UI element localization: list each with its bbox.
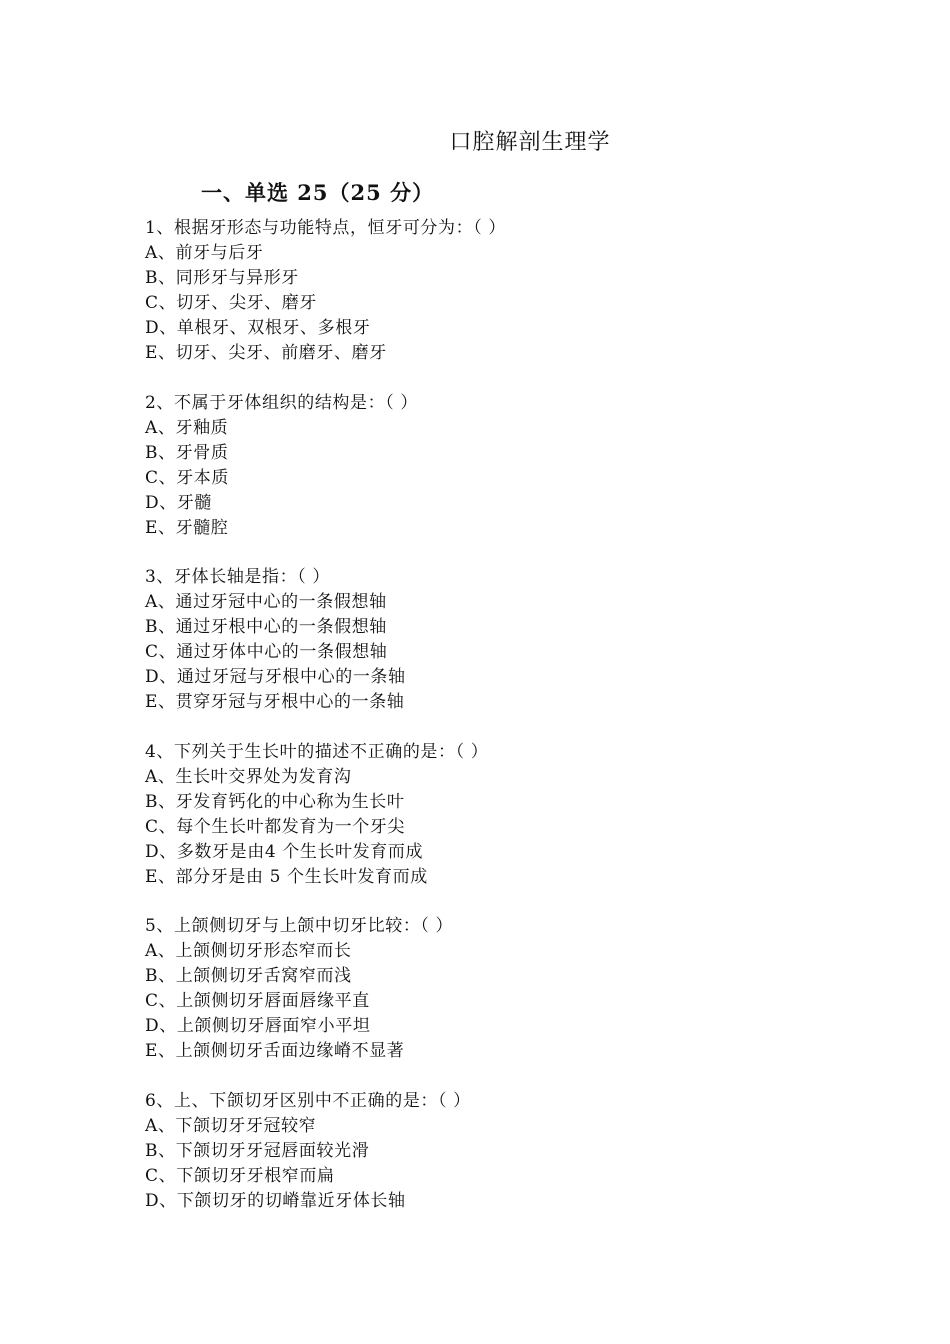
question-list [145,216,865,1238]
option-c: C、通过牙体中心的一条假想轴 [145,642,388,662]
option-c: C、上颌侧切牙唇面唇缘平直 [145,991,370,1011]
option-d: D、单根牙、双根牙、多根牙 [145,318,371,338]
option-b: B、通过牙根中心的一条假想轴 [145,617,387,637]
option-c: C、切牙、尖牙、磨牙 [145,293,318,313]
option-d: D、牙髓 [145,492,213,513]
question-4 [145,740,865,890]
question-6 [145,1089,865,1214]
question-stem: 4、下列关于生长叶的描述不正确的是：（ ） [145,741,489,762]
question-1 [145,216,865,366]
option-e: E、上颌侧切牙舌面边缘嵴不显著 [145,1041,405,1061]
option-e: E、部分牙是由 5 个生长叶发育而成 [145,866,428,887]
option-d: D、下颌切牙的切嵴靠近牙体长轴 [145,1190,406,1211]
option-e: E、贯穿牙冠与牙根中心的一条轴 [145,692,405,712]
option-b: B、牙骨质 [145,442,229,463]
option-c: C、下颌切牙牙根窄而扁 [145,1165,335,1186]
option-c: C、每个生长叶都发育为一个牙尖 [145,816,406,837]
option-b: B、牙发育钙化的中心称为生长叶 [145,791,405,812]
question-stem: 6、上、下颌切牙区别中不正确的是：（ ） [145,1090,471,1111]
option-a: A、通过牙冠中心的一条假想轴 [145,592,387,612]
option-a: A、下颌切牙牙冠较窄 [145,1115,317,1136]
question-5 [145,914,865,1064]
option-b: B、下颌切牙牙冠唇面较光滑 [145,1140,370,1161]
option-c: C、牙本质 [145,467,230,488]
option-b: B、上颌侧切牙舌窝窄而浅 [145,966,352,986]
question-stem: 1、根据牙形态与功能特点，恒牙可分为：（ ） [145,218,506,238]
section-heading: 一、单选 25（25 分） [201,180,435,205]
option-d: D、多数牙是由4 个生长叶发育而成 [145,841,424,862]
question-stem: 3、牙体长轴是指：（ ） [145,567,330,587]
document-title: 口腔解剖生理学 [449,130,611,155]
option-a: A、前牙与后牙 [145,243,264,263]
option-b: B、同形牙与异形牙 [145,268,299,288]
question-2 [145,391,865,541]
option-d: D、上颌侧切牙唇面窄小平坦 [145,1016,371,1036]
option-a: A、牙釉质 [145,417,229,438]
option-a: A、生长叶交界处为发育沟 [145,766,352,787]
option-a: A、上颌侧切牙形态窄而长 [145,941,352,961]
question-stem: 5、上颌侧切牙与上颌中切牙比较：（ ） [145,916,454,936]
question-3 [145,565,865,715]
question-stem: 2、不属于牙体组织的结构是：（ ） [145,392,418,413]
option-e: E、切牙、尖牙、前磨牙、磨牙 [145,343,387,363]
option-e: E、牙髓腔 [145,517,229,538]
option-d: D、通过牙冠与牙根中心的一条轴 [145,667,406,687]
